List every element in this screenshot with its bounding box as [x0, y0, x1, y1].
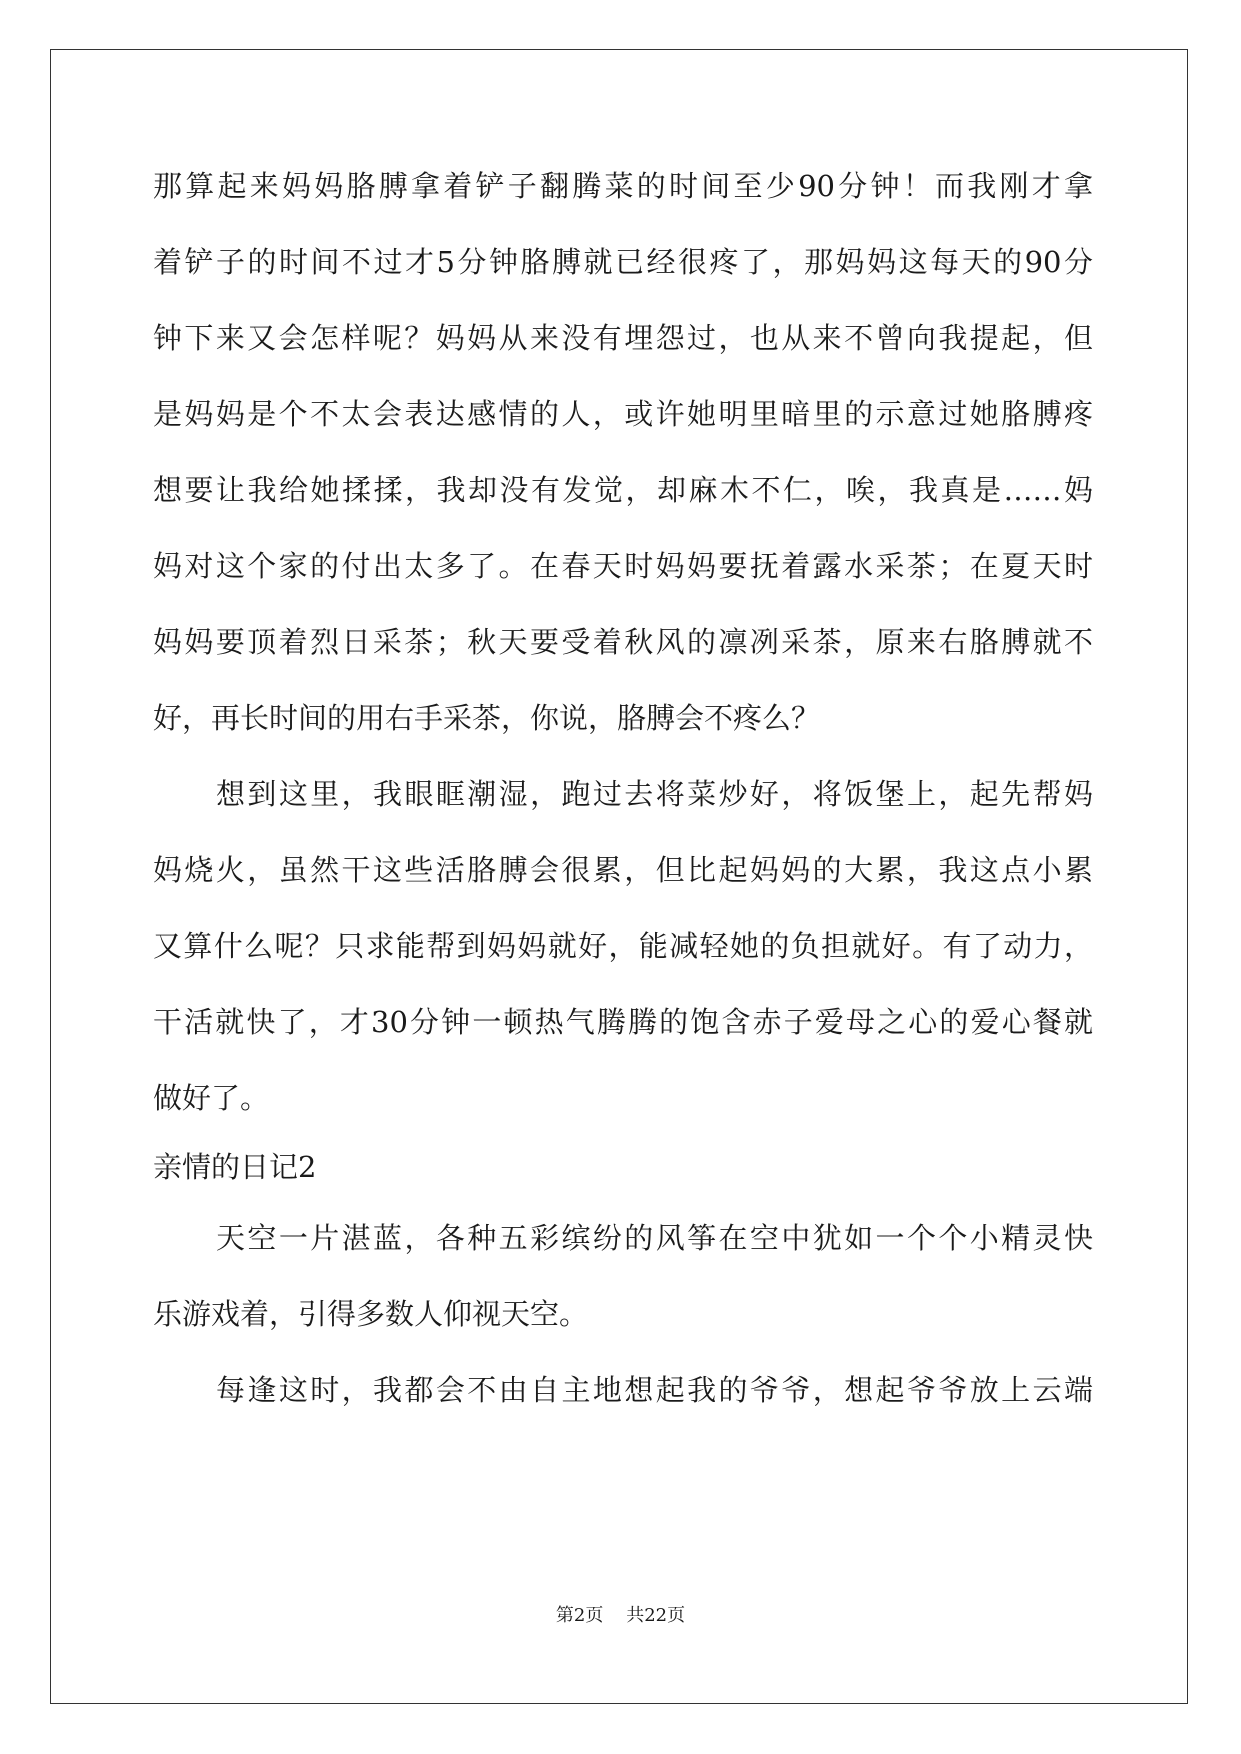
body-line-12: 干活就快了，才30分钟一顿热气腾腾的饱含赤子爱母之心的爱心餐就: [153, 1005, 1093, 1039]
body-line-4: 是妈妈是个不太会表达感情的人，或许她明里暗里的示意过她胳膊疼: [153, 397, 1093, 431]
body-line-9: 想到这里，我眼眶潮湿，跑过去将菜炒好，将饭堡上，起先帮妈: [216, 777, 1093, 811]
page-footer: [0, 1604, 1241, 1628]
body-line-16: 每逢这时，我都会不由自主地想起我的爷爷，想起爷爷放上云端: [216, 1373, 1093, 1407]
body-line-1: 那算起来妈妈胳膊拿着铲子翻腾菜的时间至少90分钟！而我刚才拿: [153, 169, 1093, 203]
body-line-5: 想要让我给她揉揉，我却没有发觉，却麻木不仁，唉，我真是……妈: [153, 473, 1093, 507]
page-number: 第2页: [555, 1605, 604, 1626]
body-line-6: 妈对这个家的付出太多了。在春天时妈妈要抚着露水采茶；在夏天时: [153, 549, 1093, 583]
body-line-13: 做好了。: [153, 1081, 270, 1115]
body-line-15: 乐游戏着，引得多数人仰视天空。: [153, 1297, 589, 1331]
body-line-7: 妈妈要顶着烈日采茶；秋天要受着秋风的凛冽采茶，原来右胳膊就不: [153, 625, 1093, 659]
body-line-10: 妈烧火，虽然干这些活胳膊会很累，但比起妈妈的大累，我这点小累: [153, 853, 1093, 887]
page-total: 共22页: [626, 1605, 686, 1626]
body-line-14: 天空一片湛蓝，各种五彩缤纷的风筝在空中犹如一个个小精灵快: [216, 1221, 1093, 1255]
section-heading: 亲情的日记2: [153, 1150, 317, 1184]
body-line-8: 好，再长时间的用右手采茶，你说，胳膊会不疼么？: [153, 701, 821, 735]
body-line-11: 又算什么呢？只求能帮到妈妈就好，能减轻她的负担就好。有了动力，: [153, 929, 1093, 963]
body-line-2: 着铲子的时间不过才5分钟胳膊就已经很疼了，那妈妈这每天的90分: [153, 245, 1093, 279]
body-line-3: 钟下来又会怎样呢？妈妈从来没有埋怨过，也从来不曾向我提起，但: [153, 321, 1093, 355]
